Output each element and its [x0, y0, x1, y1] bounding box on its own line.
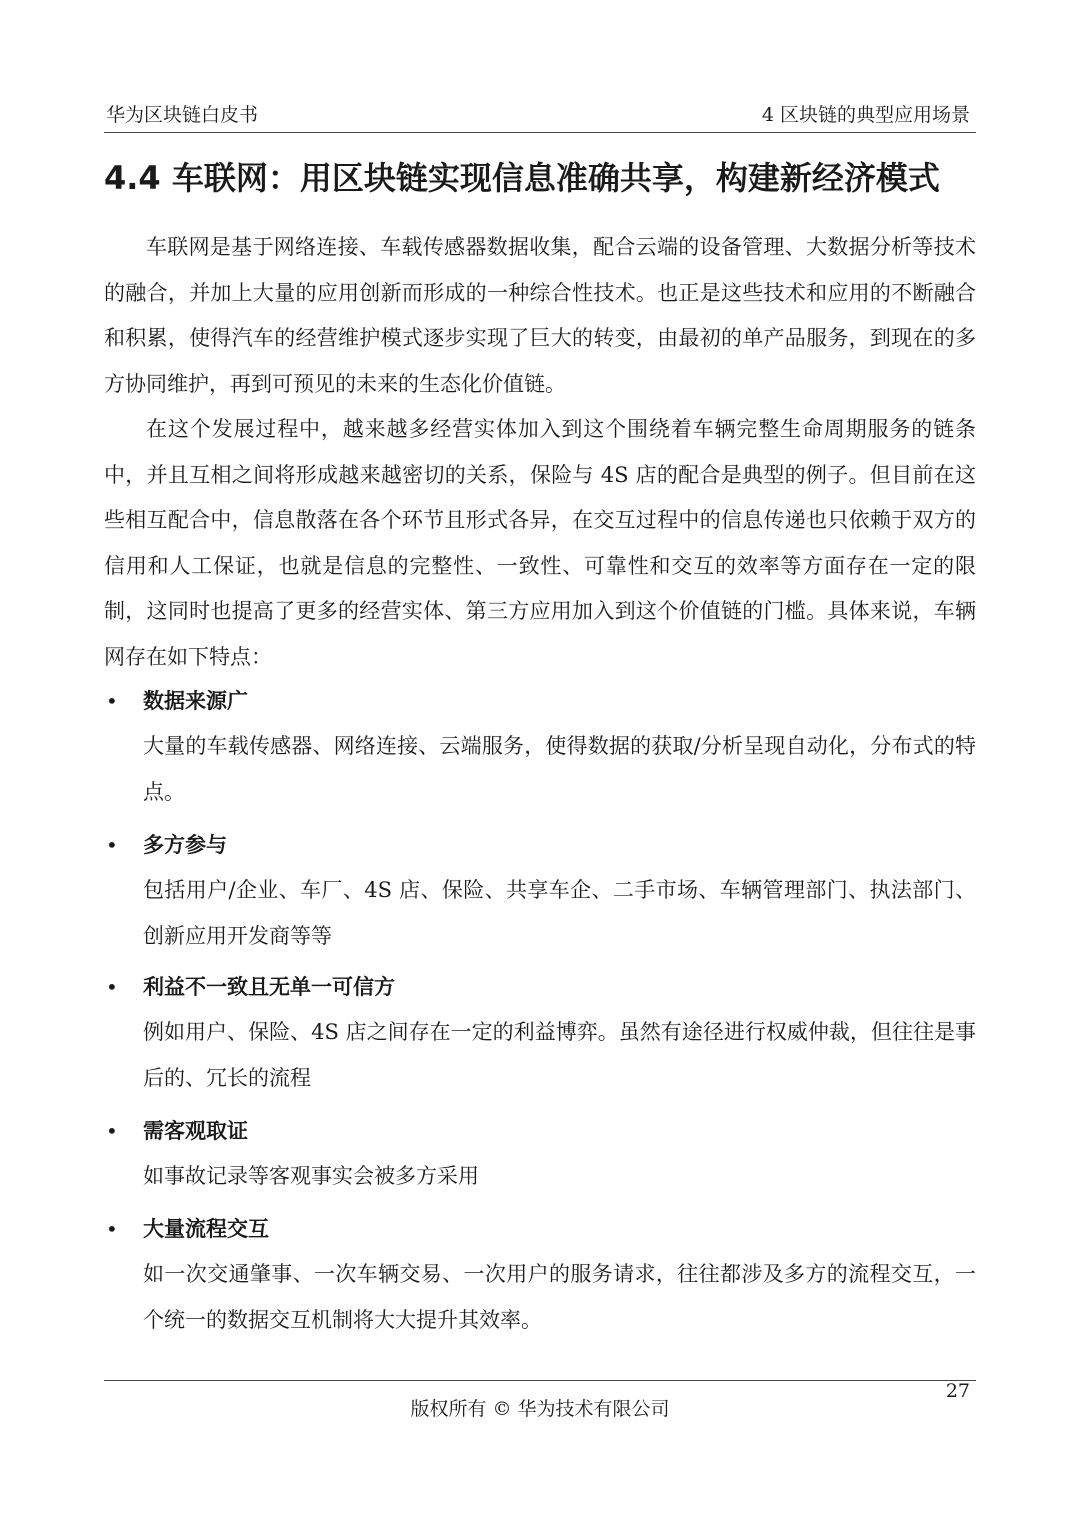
section-title: 4.4 车联网：用区块链实现信息准确共享，构建新经济模式	[104, 159, 940, 197]
bullet-icon: •	[106, 1217, 118, 1241]
list-item-body: 包括用户/企业、车厂、4S 店、保险、共享车企、二手市场、车辆管理部门、执法部门、创新应用开发商等等	[143, 878, 976, 948]
list-item-heading: 需客观取证	[143, 1118, 248, 1143]
page-number: 27	[945, 1380, 970, 1402]
header-chapter-title: 4 区块链的典型应用场景	[761, 104, 970, 126]
list-item-heading: 数据来源广	[143, 688, 248, 713]
list-item	[104, 1108, 976, 1204]
feature-list	[104, 678, 976, 1345]
copyright-notice: 版权所有 © 华为技术有限公司	[410, 1398, 670, 1420]
bullet-icon: •	[106, 833, 118, 857]
footer-divider	[104, 1380, 976, 1381]
list-item	[104, 964, 976, 1106]
bullet-icon: •	[106, 689, 118, 713]
list-item	[104, 822, 976, 962]
list-item	[104, 678, 976, 820]
list-item-heading: 多方参与	[143, 832, 227, 857]
list-item-heading: 利益不一致且无单一可信方	[143, 974, 395, 999]
bullet-icon: •	[106, 1119, 118, 1143]
list-item-heading: 大量流程交互	[143, 1216, 269, 1241]
header-book-title: 华为区块链白皮书	[106, 104, 259, 126]
list-item-body: 例如用户、保险、4S 店之间存在一定的利益博弈。虽然有途径进行权威仲裁，但往往是事后的、冗长的流程	[143, 1020, 976, 1090]
list-item-body: 大量的车载传感器、网络连接、云端服务，使得数据的获取/分析呈现自动化，分布式的特点。	[143, 734, 976, 804]
list-item	[104, 1206, 976, 1343]
bullet-icon: •	[106, 975, 118, 999]
list-item-body: 如一次交通肇事、一次车辆交易、一次用户的服务请求，往往都涉及多方的流程交互，一个统一的数据交互机制将大大提升其效率。	[143, 1262, 976, 1332]
page-header	[104, 100, 976, 133]
body-paragraph-2: 在这个发展过程中，越来越多经营实体加入到这个围绕着车辆完整生命周期服务的链条中，并且互相之间将形成越来越密切的关系，保险与 4S 店的配合是典型的例子。但目前在这些相互配合中，信息散落在各个环节且形式各异，在交互过程中的信息传递也只依赖于双方的信用和人工保证，也就是信息的完整性、一致性、可靠性和交互的效率等方面存在一定的限制，这同时也提高了更多的经营实体、第三方应用加入到这个价值链的门槛。具体来说，车辆网存在如下特点：	[104, 417, 976, 669]
list-item-body: 如事故记录等客观事实会被多方采用	[143, 1164, 479, 1188]
body-paragraph-1: 车联网是基于网络连接、车载传感器数据收集，配合云端的设备管理、大数据分析等技术的融合，并加上大量的应用创新而形成的一种综合性技术。也正是这些技术和应用的不断融合和积累，使得汽车的经营维护模式逐步实现了巨大的转变，由最初的单产品服务，到现在的多方协同维护，再到可预见的未来的生态化价值链。	[104, 235, 976, 396]
